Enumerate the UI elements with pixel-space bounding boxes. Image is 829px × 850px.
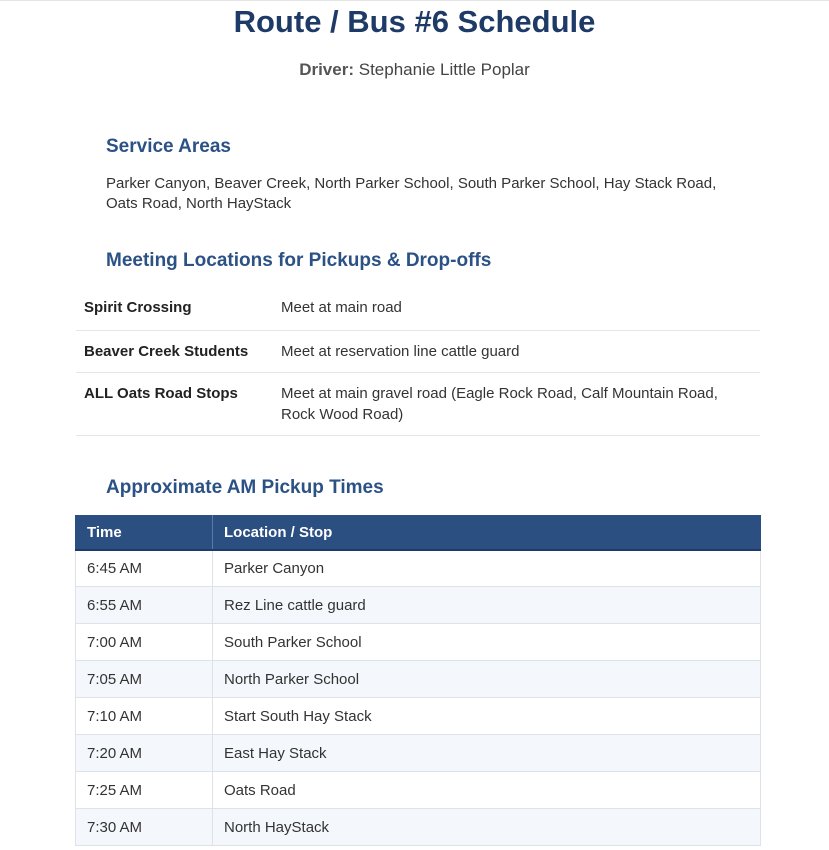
table-row — [76, 772, 761, 809]
pickup-time: 7:10 AM — [76, 698, 213, 735]
pickup-time: 6:55 AM — [76, 587, 213, 624]
page-title: Route / Bus #6 Schedule — [233, 4, 596, 39]
table-row — [76, 661, 761, 698]
driver-label: Driver: — [299, 60, 354, 79]
service-areas-text: Parker Canyon, Beaver Creek, North Parker School, South Parker School, Hay Stack Road, Oats Road, North HayStack — [106, 175, 717, 212]
am-pickup-heading: Approximate AM Pickup Times — [106, 477, 384, 498]
pickup-stop: Start South Hay Stack — [213, 698, 761, 735]
table-row — [76, 587, 761, 624]
meeting-locations-heading: Meeting Locations for Pickups & Drop-offs — [106, 250, 492, 271]
pickup-stop: Oats Road — [213, 772, 761, 809]
driver-name: Stephanie Little Poplar — [358, 60, 530, 79]
table-row — [76, 698, 761, 735]
meeting-locations-table — [76, 287, 760, 436]
pickup-time: 7:00 AM — [76, 624, 213, 661]
column-header-time: Time — [76, 516, 213, 550]
table-row — [76, 550, 761, 587]
pickup-time: 7:30 AM — [76, 809, 213, 846]
pickup-time: 7:25 AM — [76, 772, 213, 809]
meeting-location-detail: Meet at reservation line cattle guard — [281, 330, 760, 372]
meeting-location-detail: Meet at main gravel road (Eagle Rock Road, Calf Mountain Road, Rock Wood Road) — [281, 372, 760, 435]
am-pickup-table — [75, 515, 761, 846]
table-header-row — [76, 516, 761, 550]
pickup-time: 7:05 AM — [76, 661, 213, 698]
table-row — [76, 330, 760, 372]
meeting-location-name: Beaver Creek Students — [76, 330, 281, 372]
pickup-stop: North HayStack — [213, 809, 761, 846]
pickup-stop: South Parker School — [213, 624, 761, 661]
table-row — [76, 735, 761, 772]
pickup-stop: East Hay Stack — [213, 735, 761, 772]
pickup-stop: Rez Line cattle guard — [213, 587, 761, 624]
pickup-stop: North Parker School — [213, 661, 761, 698]
meeting-location-detail: Meet at main road — [281, 287, 760, 330]
service-areas-heading: Service Areas — [106, 136, 232, 157]
pickup-time: 7:20 AM — [76, 735, 213, 772]
table-row — [76, 809, 761, 846]
meeting-location-name: Spirit Crossing — [76, 287, 281, 330]
meeting-location-name: ALL Oats Road Stops — [76, 372, 281, 435]
table-row — [76, 372, 760, 435]
pickup-stop: Parker Canyon — [213, 550, 761, 587]
pickup-time: 6:45 AM — [76, 550, 213, 587]
table-row — [76, 624, 761, 661]
table-row — [76, 287, 760, 330]
column-header-location: Location / Stop — [213, 516, 761, 550]
driver-line — [0, 60, 829, 80]
